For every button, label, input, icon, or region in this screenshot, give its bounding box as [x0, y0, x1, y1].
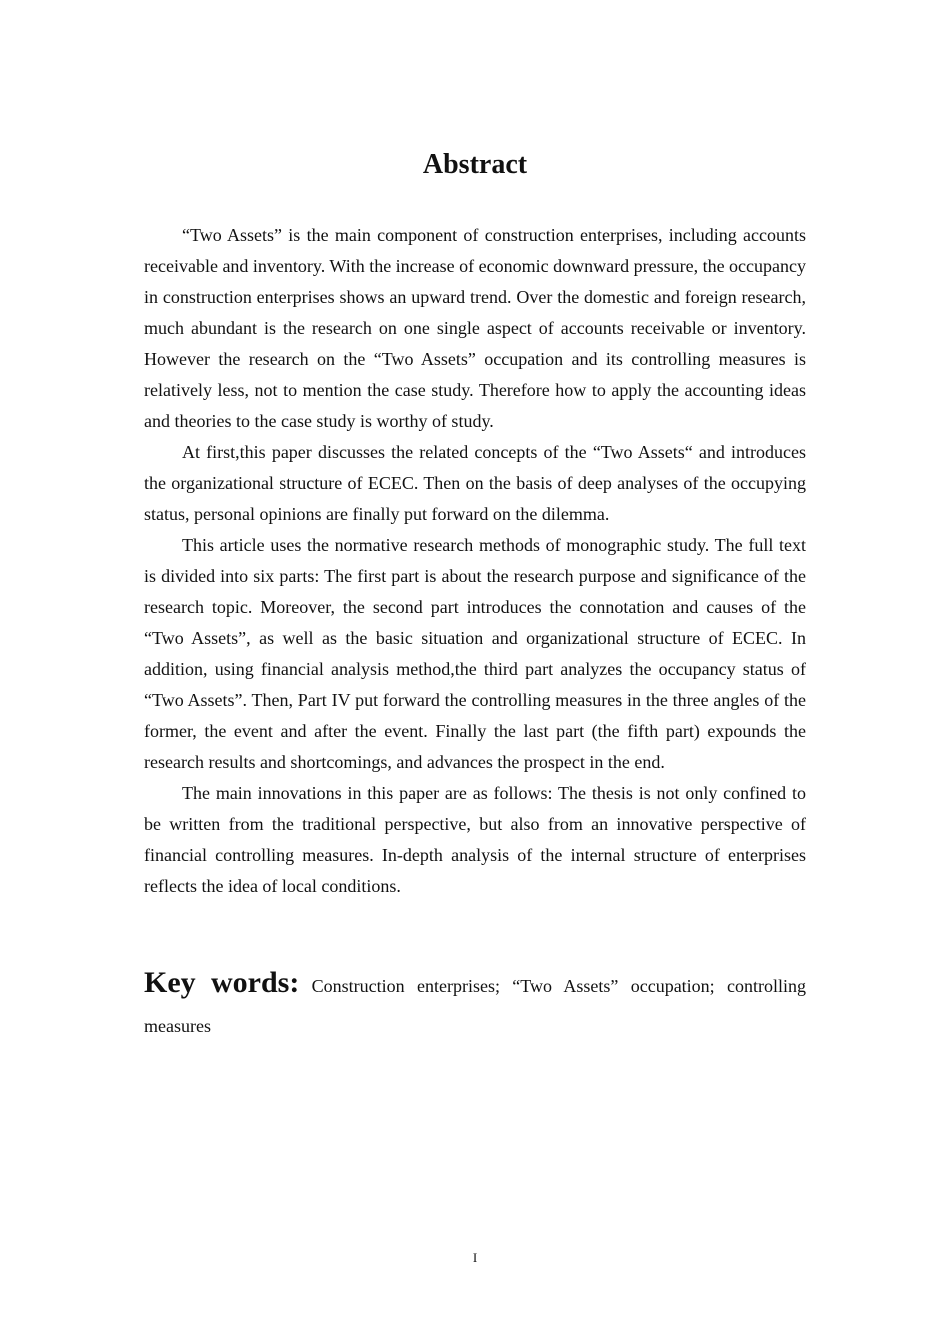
abstract-paragraph-1: “Two Assets” is the main component of construction enterprises, including accounts receivable and inventory. With the increase of economic downward pressure, the occupancy in construction enterprises shows an upward trend. Over the domestic and foreign research, much abundant is the research on one single aspect of accounts receivable or inventory. However the research on the “Two Assets” occupation and its controlling measures is relatively less, not to mention the case study. Therefore how to apply the accounting ideas and theories to the case study is worthy of study.	[144, 225, 807, 431]
page-number: I	[472, 1250, 478, 1265]
abstract-paragraph-2: At first,this paper discusses the related concepts of the “Two Assets“ and introduces the organizational structure of ECEC. Then on the basis of deep analyses of the occupying status, personal opinions are finally put forward on the dilemma.	[144, 442, 806, 524]
keywords-label: Key words:	[144, 966, 300, 999]
abstract-paragraph-3: This article uses the normative research methods of monographic study. The full text is divided into six parts: The first part is about the research purpose and significance of the research topic. Moreover, the second part introduces the connotation and causes of the “Two Assets”, as well as the basic situation and organizational structure of ECEC. In addition, using financial analysis method,the third part analyzes the occupancy status of “Two Assets”. Then, Part IV put forward the controlling measures in the three angles of the former, the event and after the event. Finally the last part (the fifth part) expounds the research results and shortcomings, and advances the prospect in the end.	[144, 535, 806, 772]
keywords-text: Construction enterprises; “Two Assets” occupation; controlling measures	[144, 976, 807, 1036]
abstract-paragraph-4: The main innovations in this paper are as follows: The thesis is not only confined to be written from the traditional perspective, but also from an innovative perspective of financial controlling measures. In-depth analysis of the internal structure of enterprises reflects the idea of local conditions.	[144, 783, 806, 896]
keywords-section	[144, 963, 806, 1046]
abstract-body	[144, 220, 806, 902]
page-title: Abstract	[422, 149, 528, 180]
